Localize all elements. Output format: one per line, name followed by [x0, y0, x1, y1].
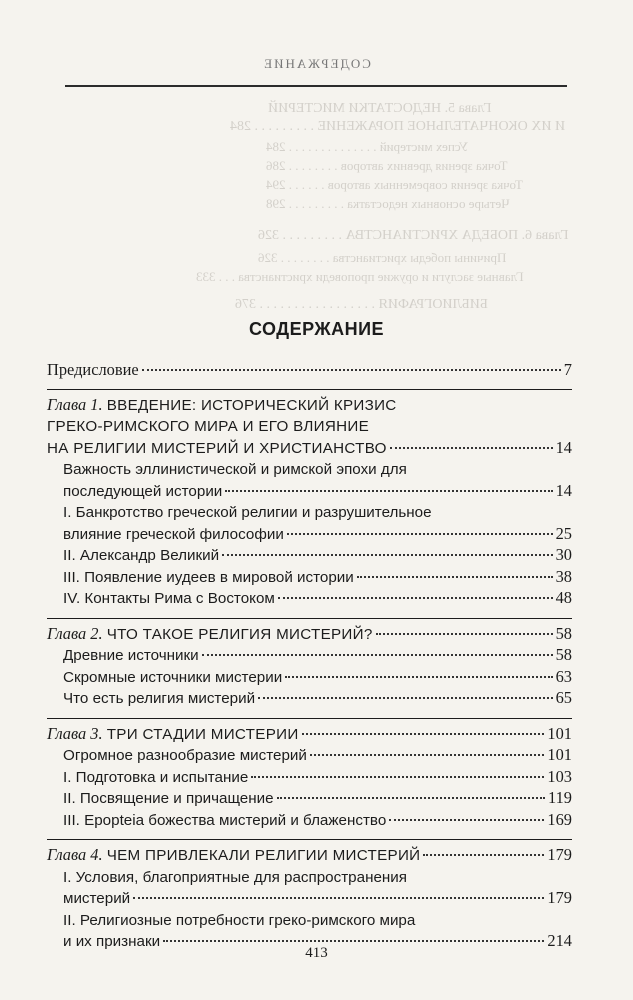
chapter-title-line: [47, 624, 572, 646]
ghost-line: Точка зрения древних авторов . . . . . . . . 286: [266, 158, 508, 173]
toc-item-line: [63, 524, 572, 546]
toc-page-number: 58: [555, 645, 572, 664]
toc-item[interactable]: [47, 459, 572, 502]
toc-item-line: [63, 502, 572, 524]
chapter-title-line: [47, 395, 572, 417]
chapter-label: Глава 4.: [47, 845, 103, 864]
toc-item-line: [63, 788, 572, 810]
ghost-line: Точка зрения современных авторов . . . . . . 294: [266, 177, 523, 192]
ghost-line: Глава 6. ПОБЕДА ХРИСТИАНСТВА . . . . . . . . . 326: [258, 228, 569, 243]
toc-item[interactable]: [47, 502, 572, 545]
ghost-line: Четыре основных недостатка . . . . . . . . . 298: [266, 196, 510, 211]
leader-dots: [251, 776, 544, 778]
toc-page-number: 179: [547, 888, 572, 907]
page-title: СОДЕРЖАНИЕ: [248, 319, 385, 339]
toc-page-number: 14: [555, 480, 572, 500]
leader-dots: [285, 676, 552, 678]
header-rule: [65, 85, 567, 87]
toc-item[interactable]: [47, 745, 572, 767]
toc-item[interactable]: [47, 688, 572, 710]
toc-item-text: последующей истории: [63, 482, 223, 500]
page-number: 413: [305, 945, 328, 961]
toc-page-number: 101: [547, 745, 572, 764]
toc-page-number: 7: [563, 360, 572, 379]
toc-item-text: I. Условия, благоприятные для распространения: [63, 868, 408, 886]
toc-item[interactable]: [47, 667, 572, 689]
toc-item[interactable]: [47, 545, 572, 567]
toc-item[interactable]: [47, 588, 572, 610]
leader-dots: [225, 490, 552, 492]
running-head: СОДЕРЖАНИЕ: [262, 56, 371, 71]
toc-page-number: 65: [555, 688, 572, 707]
chapter-title-line: [47, 416, 572, 438]
ghost-line: Главные заслуги и оружие проповеди христианства . . . 333: [196, 269, 524, 284]
leader-dots: [277, 797, 545, 799]
toc-item-text: Что есть религия мистерий: [63, 690, 256, 707]
toc-preface[interactable]: [47, 360, 572, 381]
toc-page-number: 103: [547, 766, 572, 786]
chapter-heading[interactable]: [47, 845, 572, 867]
toc-item-text: и их признаки: [63, 933, 161, 950]
chapter-title-text: [47, 724, 299, 746]
toc-item-text: II. Александр Великий: [63, 547, 220, 564]
toc-item[interactable]: [47, 810, 572, 832]
chapter-title: ТРИ СТАДИИ МИСТЕРИИ: [106, 725, 299, 743]
toc-item-text: мистерий: [63, 890, 131, 907]
chapter-title-text: [47, 845, 420, 867]
chapter-label: Глава 2.: [47, 623, 103, 643]
toc-item-text: IV. Контакты Рима с Востоком: [63, 590, 275, 607]
toc-item-line: [63, 567, 572, 589]
ghost-line: Успех мистерий . . . . . . . . . . . . . . 284: [266, 139, 469, 154]
toc-item-text: Огромное разнообразие мистерий: [63, 747, 307, 764]
toc-item-text: Скромные источники мистерии: [63, 668, 283, 686]
chapter-title-text: [47, 416, 369, 435]
toc-item-line: [63, 867, 572, 889]
chapter-title-text: [47, 395, 397, 414]
leader-dots: [310, 754, 545, 756]
leader-dots: [287, 533, 553, 535]
toc-item-text: влияние греческой философии: [63, 525, 284, 543]
leader-dots: [278, 597, 553, 599]
ghost-line: Глава 5. НЕДОСТАТКИ МИСТЕРИЙ: [268, 101, 492, 116]
chapter-heading[interactable]: [47, 724, 572, 746]
leader-dots: [142, 369, 561, 371]
chapter-title: ГРЕКО-РИМСКОГО МИРА И ЕГО ВЛИЯНИЕ: [47, 418, 370, 435]
toc-item-line: [63, 588, 572, 610]
chapter-title: НА РЕЛИГИИ МИСТЕРИЙ И ХРИСТИАНСТВО: [47, 439, 387, 457]
leader-dots: [133, 897, 544, 899]
toc-chapter: [47, 389, 572, 610]
toc-item-line: [63, 688, 572, 710]
toc-page-number: 179: [547, 845, 572, 864]
leader-dots: [222, 554, 552, 556]
toc-chapter: [47, 718, 572, 832]
toc-item-text: Важность эллинистической и римской эпохи для: [63, 461, 407, 478]
ghost-line: И ИХ ОКОНЧАТЕЛЬНОЕ ПОРАЖЕНИЕ . . . . . . . . . 284: [230, 119, 566, 134]
leader-dots: [390, 447, 553, 449]
toc-page-number: 101: [547, 723, 572, 743]
toc-item-line: [63, 745, 572, 767]
toc-item-line: [63, 545, 572, 567]
leader-dots: [302, 733, 545, 735]
toc-page-number: 63: [555, 666, 572, 686]
toc-item-text: III. Появление иудеев в мировой истории: [63, 568, 354, 586]
chapter-heading[interactable]: [47, 395, 572, 460]
toc-item[interactable]: [47, 767, 572, 789]
toc-chapter: [47, 839, 572, 953]
chapter-title-line: [47, 438, 572, 460]
chapter-title: ВВЕДЕНИЕ: ИСТОРИЧЕСКИЙ КРИЗИС: [106, 396, 397, 414]
toc-item-line: [63, 459, 572, 481]
chapter-title-text: [47, 624, 373, 646]
toc-item-text: III. Epopteia божества мистерий и блаженство: [63, 811, 387, 829]
toc-item-text: II. Посвящение и причащение: [63, 790, 274, 807]
leader-dots: [202, 654, 553, 656]
toc-page-number: 119: [548, 788, 572, 807]
toc-item-text: I. Подготовка и испытание: [63, 768, 249, 786]
toc-item[interactable]: [47, 788, 572, 810]
chapter-title-line: [47, 845, 572, 867]
leader-dots: [389, 819, 544, 821]
toc-page-number: 25: [555, 523, 572, 543]
chapter-label: Глава 1.: [47, 394, 103, 414]
toc-item[interactable]: [47, 567, 572, 589]
toc-item-text: Древние источники: [63, 647, 199, 664]
toc-page-number: 38: [555, 566, 572, 586]
chapter-title: ЧЕМ ПРИВЛЕКАЛИ РЕЛИГИИ МИСТЕРИЙ: [106, 847, 421, 864]
toc-item-line: [63, 645, 572, 667]
toc-page-number: 14: [555, 437, 572, 457]
toc-item-text: II. Религиозные потребности греко-римского мира: [63, 911, 416, 929]
leader-dots: [357, 576, 553, 578]
ghost-line: БИБЛИОГРАФИЯ . . . . . . . . . . . . . . . . . 376: [235, 297, 488, 312]
toc-item-line: [63, 810, 572, 832]
table-of-contents: [47, 360, 572, 953]
toc-item-line: [63, 481, 572, 503]
chapter-heading[interactable]: [47, 624, 572, 646]
ghost-line: Причины победы христианства . . . . . . . . 326: [258, 250, 507, 265]
chapter-title-line: [47, 724, 572, 746]
toc-item-line: [63, 767, 572, 789]
chapter-title-text: [47, 438, 387, 460]
leader-dots: [258, 697, 553, 699]
toc-page-number: 48: [555, 588, 572, 607]
toc-page-number: 169: [547, 809, 572, 829]
leader-dots: [163, 940, 544, 942]
toc-chapter: [47, 618, 572, 710]
leader-dots: [376, 633, 553, 635]
toc-item-text: I. Банкротство греческой религии и разрушительное: [63, 504, 432, 521]
toc-page-number: 30: [555, 545, 572, 564]
toc-page-number: 214: [547, 931, 572, 950]
toc-item-line: [63, 667, 572, 689]
leader-dots: [423, 854, 544, 856]
toc-item[interactable]: [47, 867, 572, 910]
toc-page-number: 58: [555, 623, 572, 643]
toc-item-line: [63, 888, 572, 910]
chapter-label: Глава 3.: [47, 723, 103, 743]
toc-preface-label: Предисловие: [47, 360, 139, 379]
chapter-title: ЧТО ТАКОЕ РЕЛИГИЯ МИСТЕРИЙ?: [106, 625, 373, 643]
toc-item-line: [63, 910, 572, 932]
toc-item[interactable]: [47, 645, 572, 667]
